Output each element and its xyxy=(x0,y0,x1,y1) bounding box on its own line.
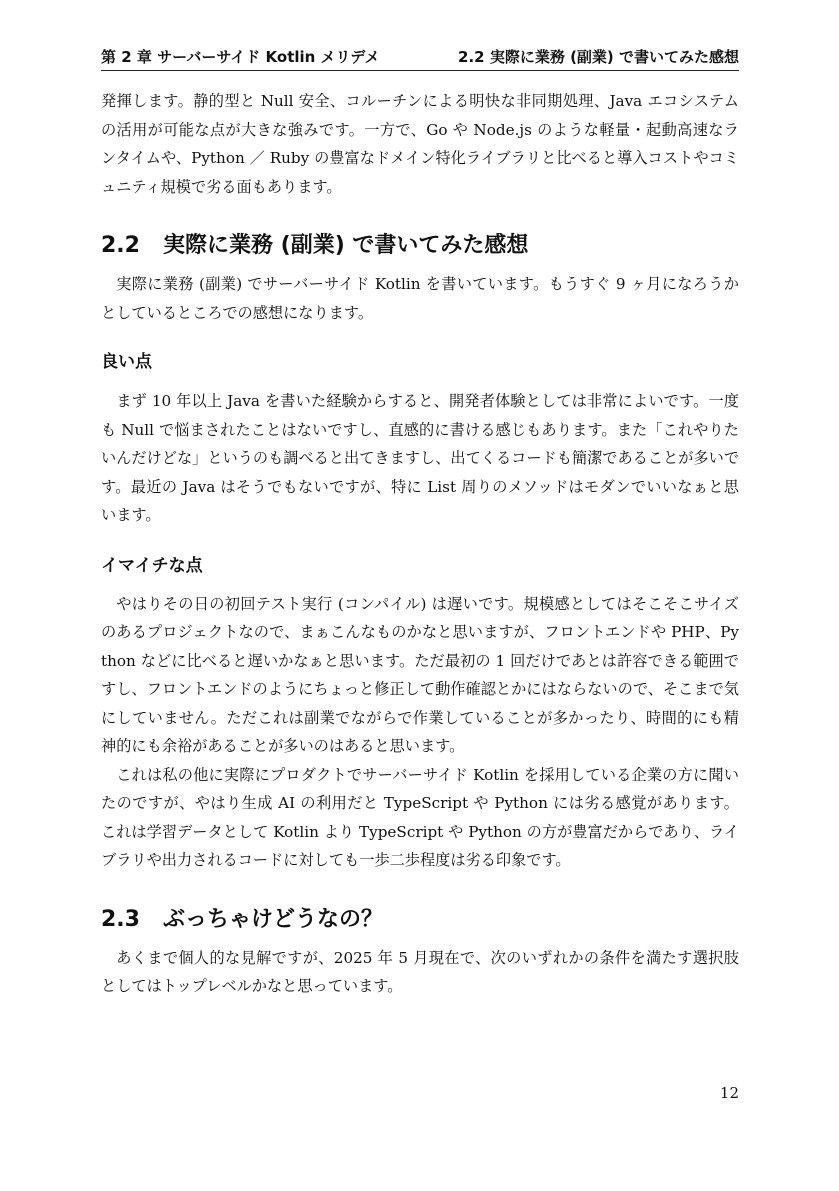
section-number: 2.2 xyxy=(101,233,140,258)
header-chapter-title: 第 2 章 サーバーサイド Kotlin メリデメ xyxy=(101,48,380,66)
subheading-weak-points: イマイチな点 xyxy=(101,555,203,576)
section-2-3-paragraph: あくまで個人的な見解ですが、2025 年 5 月現在で、次のいずれかの条件を満たす選択肢としてはトップレベルかなと思っています。 xyxy=(101,948,739,995)
subheading-good-points: 良い点 xyxy=(101,352,152,372)
section-heading-2-2 xyxy=(101,232,739,260)
intro-paragraph: 発揮します。静的型と Null 安全、コルーチンによる明快な非同期処理、Java エコシステムの活用が可能な点が大きな強みです。一方で、Go や Node.js のような軽量・起動高速なランタイムや、Python ／ Ruby の豊富なドメイン特化ライブラリと比べると導入コストやコミュニティ規模で劣る面もあります。 xyxy=(101,92,739,196)
section-2-2-paragraph: 実際に業務 (副業) でサーバーサイド Kotlin を書いています。もうすぐ 9 ヶ月になろうかとしているところでの感想になります。 xyxy=(101,275,739,322)
weak-points-paragraph-2: これは私の他に実際にプロダクトでサーバーサイド Kotlin を採用している企業の方に聞いたのですが、やはり生成 AI の利用だと TypeScript や Python には劣る感覚があります。これは学習データとして Kotlin より TypeScript や Python の方が豊富だからであり、ライブラリや出力されるコードに対しても一歩二歩程度は劣る印象です。 xyxy=(101,765,739,869)
section-heading-2-3 xyxy=(101,906,739,934)
header-section-title: 2.2 実際に業務 (副業) で書いてみた感想 xyxy=(458,48,739,66)
running-header xyxy=(101,44,739,71)
weak-points-paragraph-1: やはりその日の初回テスト実行 (コンパイル) は遅いです。規模感としてはそこそこサイズのあるプロジェクトなので、まぁこんなものかなと思いますが、フロントエンドや PHP、Python などに比べると遅いかなぁと思います。ただ最初の 1 回だけであとは許容できる範囲ですし、フロントエンドのようにちょっと修正して動作確認とかにはならないので、そこまで気にしていません。ただこれは副業でながらで作業していることが多かったり、時間的にも精神的にも余裕があることが多いのはあると思います。 xyxy=(101,594,739,755)
good-points-paragraph: まず 10 年以上 Java を書いた経験からすると、開発者体験としては非常によいです。一度も Null で悩まされたことはないですし、直感的に書ける感じもあります。また「これやりたいんだけどな」というのも調べると出てきますし、出てくるコードも簡潔であることが多いです。最近の Java はそうでもないですが、特に List 周りのメソッドはモダンでいいなぁと思います。 xyxy=(101,392,739,524)
section-title: ぶっちゃけどうなの？ xyxy=(163,906,384,932)
page-number: 12 xyxy=(719,1084,739,1102)
section-title: 実際に業務 (副業) で書いてみた感想 xyxy=(163,233,529,258)
page-body xyxy=(101,87,739,1001)
section-number: 2.3 xyxy=(101,906,140,932)
